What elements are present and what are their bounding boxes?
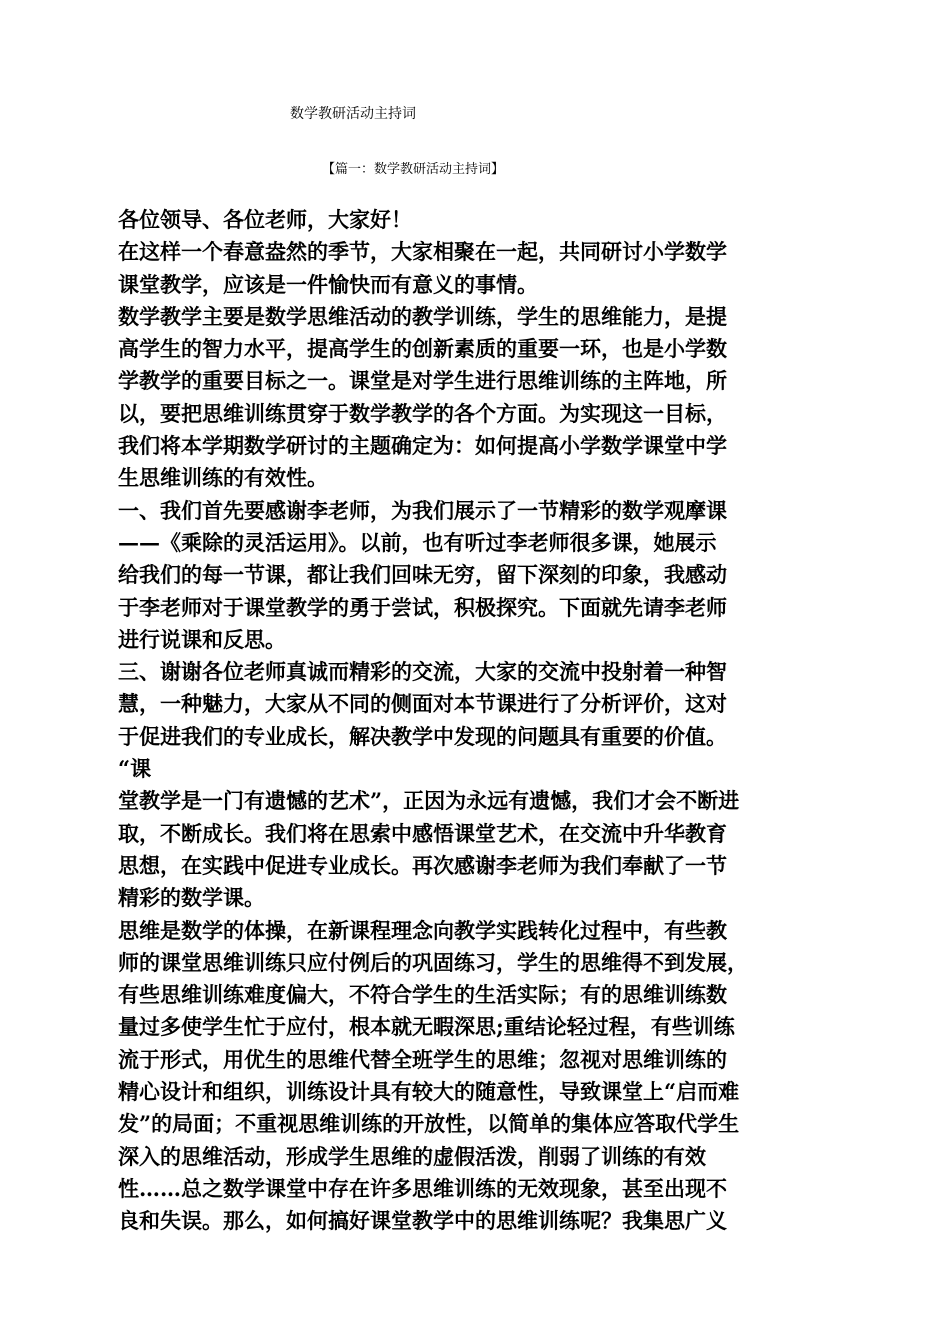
text-line: 我们将本学期数学研讨的主题确定为：如何提高小学数学课堂中学 — [118, 433, 727, 459]
text-line: 深入的思维活动，形成学生思维的虚假活泼，削弱了训练的有效 — [118, 1143, 706, 1169]
document-title: 数学教研活动主持词 — [290, 106, 416, 122]
text-line: 给我们的每一节课，都让我们回味无穷，留下深刻的印象，我感动 — [118, 562, 727, 588]
text-line: 高学生的智力水平，提高学生的创新素质的重要一环，也是小学数 — [118, 336, 727, 362]
text-line: 慧，一种魅力，大家从不同的侧面对本节课进行了分析评价，这对 — [118, 691, 727, 717]
text-line: 生思维训练的有效性。 — [118, 465, 328, 491]
text-line: 性……总之数学课堂中存在许多思维训练的无效现象，甚至出现不 — [118, 1175, 727, 1201]
text-line: 流于形式，用优生的思维代替全班学生的思维；忽视对思维训练的 — [118, 1046, 727, 1072]
text-line: 在这样一个春意盎然的季节，大家相聚在一起，共同研讨小学数学 — [118, 239, 727, 265]
text-line: 课堂教学，应该是一件愉快而有意义的事情。 — [118, 271, 538, 297]
text-line: 以，要把思维训练贯穿于数学教学的各个方面。为实现这一目标， — [118, 400, 727, 426]
text-line: 于促进我们的专业成长，解决教学中发现的问题具有重要的价值。 — [118, 723, 727, 749]
text-line: “课 — [118, 756, 152, 782]
text-line: 数学教学主要是数学思维活动的教学训练，学生的思维能力，是提 — [118, 303, 727, 329]
text-line: 精心设计和组织，训练设计具有较大的随意性，导致课堂上“启而难 — [118, 1079, 740, 1105]
text-line: 于李老师对于课堂教学的勇于尝试，积极探究。下面就先请李老师 — [118, 594, 727, 620]
text-line: 一、我们首先要感谢李老师，为我们展示了一节精彩的数学观摩课 — [118, 497, 727, 523]
text-line: 精彩的数学课。 — [118, 885, 265, 911]
text-line: 有些思维训练难度偏大，不符合学生的生活实际；有的思维训练数 — [118, 982, 727, 1008]
text-line: 量过多使学生忙于应付，根本就无暇深思;重结论轻过程，有些训练 — [118, 1014, 735, 1040]
text-line: 学教学的重要目标之一。课堂是对学生进行思维训练的主阵地，所 — [118, 368, 727, 394]
text-line: 堂教学是一门有遗憾的艺术”，正因为永远有遗憾，我们才会不断进 — [118, 788, 740, 814]
text-line: ——《乘除的灵活运用》。以前，也有听过李老师很多课，她展示 — [118, 529, 717, 555]
text-line: 良和失误。那么，如何搞好课堂教学中的思维训练呢？我集思广义 — [118, 1208, 727, 1234]
text-line: 思想，在实践中促进专业成长。再次感谢李老师为我们奉献了一节 — [118, 852, 727, 878]
text-line: 发”的局面；不重视思维训练的开放性，以简单的集体应答取代学生 — [118, 1111, 740, 1137]
text-line: 师的课堂思维训练只应付例后的巩固练习，学生的思维得不到发展， — [118, 949, 748, 975]
text-line: 思维是数学的体操，在新课程理念向教学实践转化过程中，有些教 — [118, 917, 727, 943]
text-line: 取，不断成长。我们将在思索中感悟课堂艺术，在交流中升华教育 — [118, 820, 727, 846]
document-body — [118, 204, 830, 1238]
document-subtitle: 【篇一：数学教研活动主持词】 — [322, 162, 505, 177]
text-line: 各位领导、各位老师，大家好！ — [118, 207, 412, 232]
text-line: 三、谢谢各位老师真诚而精彩的交流，大家的交流中投射着一种智 — [118, 659, 727, 685]
text-line: 进行说课和反思。 — [118, 626, 286, 652]
